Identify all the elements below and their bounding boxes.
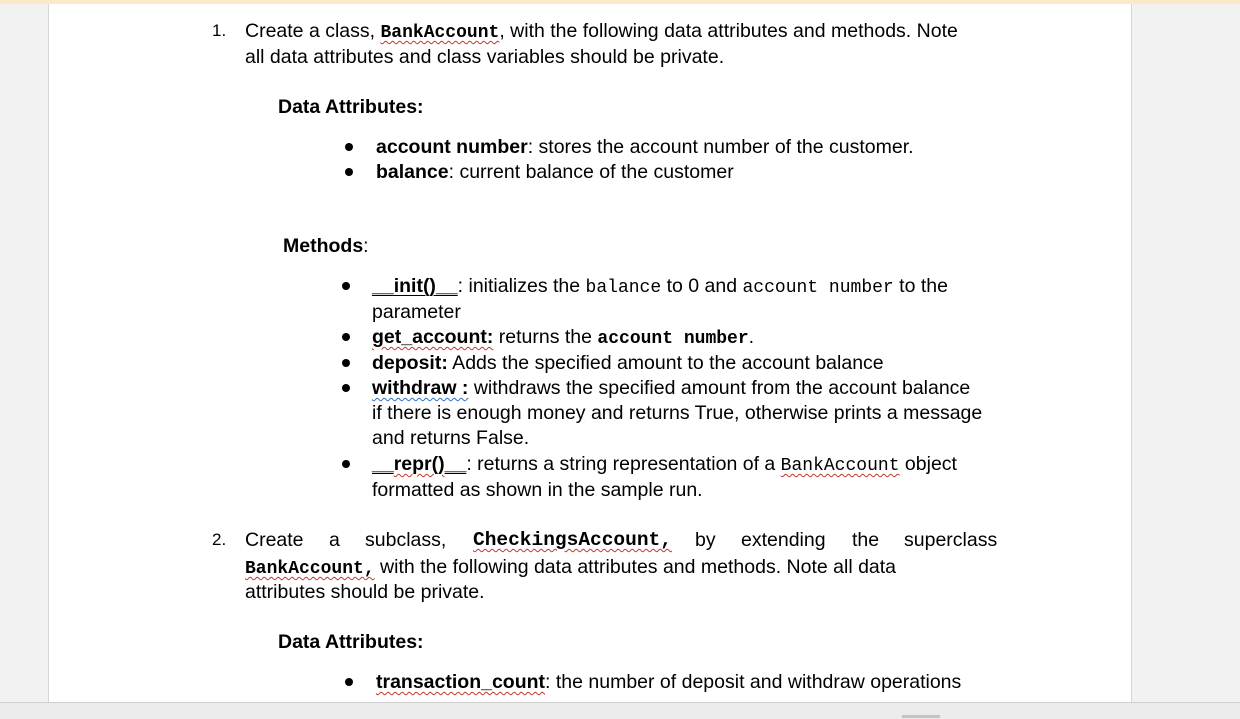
item-2-word: Create [245,529,304,551]
item-2-word: by [695,529,716,551]
bullet-icon [342,282,350,290]
method-withdraw: withdraw : withdraws the specified amount from the account balance [372,377,971,399]
class-name-bankaccount: BankAccount, [245,559,375,579]
attribute-balance: balance: current balance of the customer [376,161,734,183]
bullet-icon [345,168,353,176]
bullet-icon [345,678,353,686]
item-2-line-2: BankAccount, with the following data attributes and methods. Note all data [245,556,897,579]
method-withdraw-line-2: if there is enough money and returns True, otherwise prints a message [372,402,983,424]
method-init: __init()__: initializes the balance to 0 and account number to the [372,275,948,298]
item-2-word: superclass [904,529,998,551]
item-2-word: extending [741,529,826,551]
attribute-account-number: account number: stores the account number of the customer. [376,136,914,158]
item-1-line-2: all data attributes and class variables should be private. [245,46,725,68]
item-1-line-1: Create a class, BankAccount, with the following data attributes and methods. Note [245,20,958,43]
methods-heading: Methods: [283,235,369,257]
item-2-word: a [329,529,340,551]
method-deposit: deposit: Adds the specified amount to the account balance [372,352,884,374]
method-withdraw-line-3: and returns False. [372,427,530,449]
attribute-transaction-count: transaction_count: the number of deposit and withdraw operations [376,671,962,693]
item-2-word: subclass, [365,529,447,551]
class-name-bankaccount: BankAccount [380,23,500,43]
data-attributes-heading-1: Data Attributes: [278,96,424,118]
method-init-line-2: parameter [372,301,461,323]
item-1-number: 1. [212,21,227,40]
method-repr-line-2: formatted as shown in the sample run. [372,479,703,501]
class-name-checkingsaccount: CheckingsAccount, [473,529,672,551]
bullet-icon [342,359,350,367]
bullet-icon [342,333,350,341]
bullet-icon [342,460,350,468]
method-repr: __repr()__: returns a string representation of a BankAccount object [372,453,957,476]
bullet-icon [345,143,353,151]
bullet-icon [342,384,350,392]
method-get-account: get_account: returns the account number. [372,326,755,349]
document-page [48,4,1132,702]
item-2-number: 2. [212,530,227,549]
item-2-word: the [852,529,880,551]
item-2-line-3: attributes should be private. [245,581,485,603]
bottom-status-strip [0,702,1240,719]
data-attributes-heading-2: Data Attributes: [278,631,424,653]
